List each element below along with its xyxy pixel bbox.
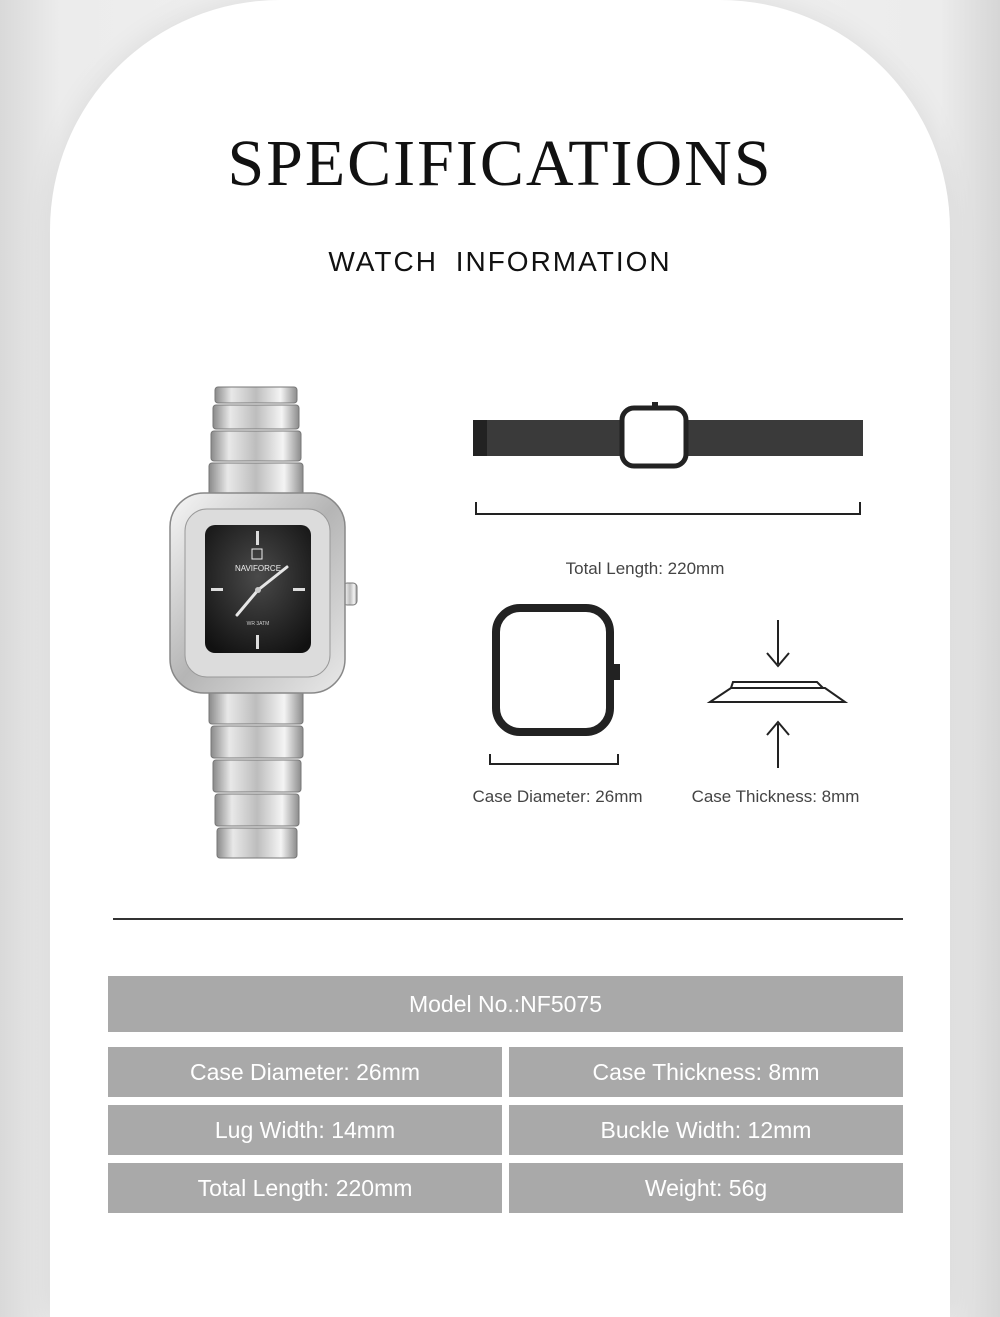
spec-cell-weight: Weight: 56g (509, 1163, 903, 1213)
watch-product-image (165, 385, 365, 865)
page-title: SPECIFICATIONS (227, 127, 773, 200)
section-divider (113, 918, 903, 920)
spec-cell-lug-width: Lug Width: 14mm (108, 1105, 502, 1155)
case-thickness-diagram (705, 620, 855, 770)
strap-length-diagram (470, 400, 870, 520)
case-diameter-diagram (488, 600, 628, 770)
spec-cell-buckle-width: Buckle Width: 12mm (509, 1105, 903, 1155)
spec-row-model: Model No.:NF5075 (108, 976, 903, 1032)
spec-cell-case-thickness: Case Thickness: 8mm (509, 1047, 903, 1097)
case-thickness-caption: Case Thickness: 8mm (691, 787, 860, 806)
bracelet-top (209, 387, 303, 497)
total-length-bracket (476, 502, 860, 514)
dial-brand-text: NAVIFORCE (234, 564, 282, 573)
case-profile (710, 688, 845, 702)
case-diameter-caption: Case Diameter: 26mm (472, 787, 643, 806)
total-length-caption: Total Length: 220mm (565, 559, 725, 578)
section-subtitle: WATCH INFORMATION (328, 246, 672, 277)
bracelet-bottom (209, 690, 303, 858)
spec-cell-total-length: Total Length: 220mm (108, 1163, 502, 1213)
case-diameter-bracket (490, 754, 618, 764)
dial-water-resistance-text: WR 3ATM (246, 621, 270, 627)
spec-cell-case-diameter: Case Diameter: 26mm (108, 1047, 502, 1097)
